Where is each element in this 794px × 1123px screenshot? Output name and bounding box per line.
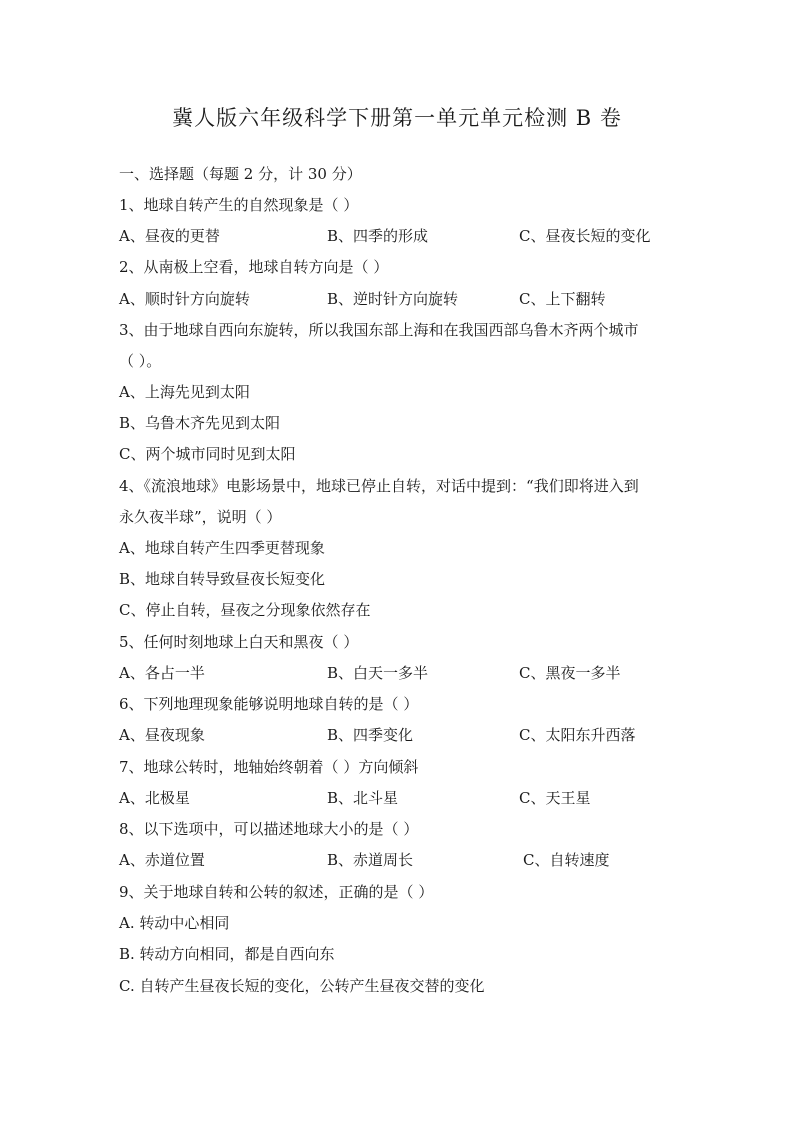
question-8-option-b: B、赤道周长 <box>327 851 414 869</box>
question-8-stem: 8、以下选项中，可以描述地球大小的是（ ） <box>119 820 419 838</box>
question-7-option-b: B、北斗星 <box>327 789 399 807</box>
question-7-stem: 7、地球公转时，地轴始终朝着（ ）方向倾斜 <box>119 758 419 776</box>
question-4-option-b: B、地球自转导致昼夜长短变化 <box>119 570 326 588</box>
question-2-option-c: C、上下翻转 <box>519 290 606 308</box>
question-3-option-a: A、上海先见到太阳 <box>119 383 250 401</box>
question-3-option-c: C、两个城市同时见到太阳 <box>119 445 296 463</box>
question-6-option-b: B、四季变化 <box>327 726 414 744</box>
question-3-stem-line-1: 3、由于地球自西向东旋转，所以我国东部上海和在我国西部乌鲁木齐两个城市 <box>119 321 639 339</box>
question-2-option-a: A、顺时针方向旋转 <box>119 290 250 308</box>
question-3-stem-line-2: （ ）。 <box>119 352 162 370</box>
question-4-stem-line-1: 4、《流浪地球》电影场景中，地球已停止自转，对话中提到：“我们即将进入到 <box>119 477 639 495</box>
document-title: 冀人版六年级科学下册第一单元单元检测 B 卷 <box>172 106 622 130</box>
question-5-stem: 5、任何时刻地球上白天和黑夜（ ） <box>119 633 359 651</box>
question-7-option-a: A、北极星 <box>119 789 190 807</box>
question-1-option-a: A、昼夜的更替 <box>119 227 220 245</box>
question-6-option-c: C、太阳东升西落 <box>519 726 636 744</box>
question-3-option-b: B、乌鲁木齐先见到太阳 <box>119 414 281 432</box>
section-heading: 一、选择题（每题 2 分，计 30 分） <box>119 165 362 183</box>
question-9-option-c: C. 自转产生昼夜长短的变化，公转产生昼夜交替的变化 <box>119 977 485 995</box>
question-9-stem: 9、关于地球自转和公转的叙述，正确的是（ ） <box>119 883 434 901</box>
question-4-option-a: A、地球自转产生四季更替现象 <box>119 539 325 557</box>
question-6-stem: 6、下列地理现象能够说明地球自转的是（ ） <box>119 695 419 713</box>
question-9-option-b: B. 转动方向相同，都是自西向东 <box>119 945 335 963</box>
question-9-option-a: A. 转动中心相同 <box>119 914 230 932</box>
question-4-option-c: C、停止自转，昼夜之分现象依然存在 <box>119 601 371 619</box>
question-2-stem: 2、从南极上空看，地球自转方向是（ ） <box>119 258 389 276</box>
question-6-option-a: A、昼夜现象 <box>119 726 205 744</box>
question-4-stem-line-2: 永久夜半球”，说明（ ） <box>119 508 282 526</box>
question-1-stem: 1、地球自转产生的自然现象是（ ） <box>119 196 359 214</box>
question-2-option-b: B、逆时针方向旋转 <box>327 290 459 308</box>
question-5-option-b: B、白天一多半 <box>327 664 429 682</box>
question-1-option-b: B、四季的形成 <box>327 227 429 245</box>
question-7-option-c: C、天王星 <box>519 789 591 807</box>
question-8-option-c: C、自转速度 <box>523 851 610 869</box>
question-8-option-a: A、赤道位置 <box>119 851 205 869</box>
question-1-option-c: C、昼夜长短的变化 <box>519 227 651 245</box>
question-5-option-a: A、各占一半 <box>119 664 205 682</box>
question-5-option-c: C、黑夜一多半 <box>519 664 621 682</box>
